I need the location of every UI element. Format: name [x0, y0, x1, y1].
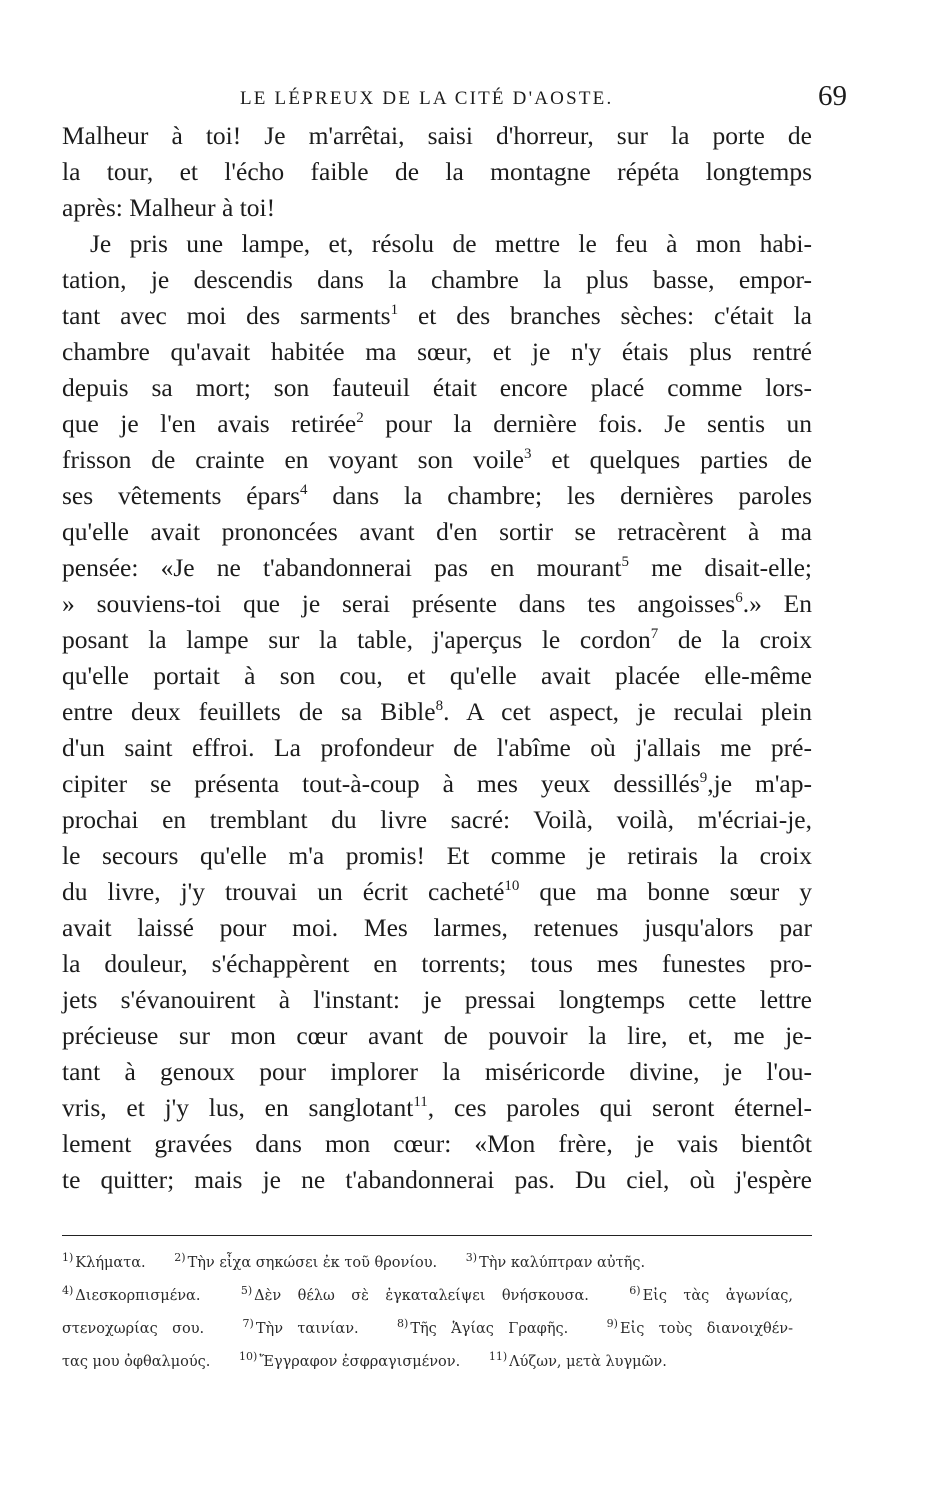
- running-title: LE LÉPREUX DE LA CITÉ D'AOSTE.: [240, 88, 614, 109]
- page-header: [62, 80, 847, 120]
- footnote-item: $^{5)}$ Δὲν θέλω σὲ ἐγκαταλείψει θνήσκουσα.: [240, 1284, 589, 1304]
- text-line: frisson de crainte en voyant son voile$^3$ et quelques parties de: [62, 445, 813, 474]
- text-line: tant à genoux pour implorer la miséricorde divine, je l'ou-: [62, 1057, 812, 1086]
- text-line: jets s'évanouirent à l'instant: je pressai longtemps cette lettre: [62, 985, 812, 1014]
- text-line: ses vêtements épars$^4$ dans la chambre; les dernières paroles: [62, 481, 812, 510]
- footnotes: [62, 1244, 817, 1376]
- text-line: pensée: «Je ne t'abandonnerai pas en mourant$^5$ me disait-elle;: [62, 553, 812, 582]
- note-ref: 4: [300, 482, 308, 498]
- text-line: te quitter; mais je ne t'abandonnerai pas. Du ciel, où j'espère: [62, 1165, 812, 1194]
- text-line: d'un saint effroi. La profondeur de l'abîme où j'allais me pré-: [62, 733, 812, 762]
- text-line: la douleur, s'échappèrent en torrents; tous mes funestes pro-: [62, 949, 812, 978]
- footnote-line: [62, 1310, 817, 1343]
- note-ref: 2: [356, 410, 364, 426]
- note-ref: 1: [390, 302, 399, 318]
- text-line: Malheur à toi! Je m'arrêtai, saisi d'horreur, sur la porte de: [62, 121, 812, 150]
- text-line: tant avec moi des sarments$^1$ et des branches sèches: c'était la: [62, 301, 813, 330]
- text-line: cipiter se présenta tout-à-coup à mes yeux dessillés$^9$,je m'ap-: [62, 769, 812, 798]
- note-ref: 11: [413, 1094, 428, 1110]
- text-line: le secours qu'elle m'a promis! Et comme je retirais la croix: [62, 841, 812, 870]
- text-line: qu'elle avait prononcées avant d'en sortir se retracèrent à ma: [62, 517, 812, 546]
- text-line: entre deux feuillets de sa Bible$^8$. A cet aspect, je reculai plein: [62, 697, 812, 726]
- footnote-item: τας μου ὀφθαλμούς.: [62, 1354, 211, 1370]
- footnote-item: $^{3)}$ Τὴν καλύπτραν αὐτῆς.: [465, 1251, 646, 1271]
- text-line: chambre qu'avait habitée ma sœur, et je n'y étais plus rentré: [62, 337, 812, 366]
- footnote-line: [62, 1277, 817, 1310]
- footnote-item: $^{7)}$ Τὴν ταινίαν.: [242, 1317, 359, 1337]
- text-line: » souviens-toi que je serai présente dans tes angoisses$^6$.» En: [62, 589, 812, 618]
- note-ref: 8: [435, 698, 444, 714]
- text-line: qu'elle portait à son cou, et qu'elle avait placée elle-même: [62, 661, 812, 690]
- footnote-line: [62, 1343, 817, 1376]
- note-ref: 3: [523, 446, 532, 462]
- text-line: la tour, et l'écho faible de la montagne répéta longtemps: [62, 157, 812, 186]
- note-ref: 9: [699, 770, 708, 786]
- text-line: prochai en tremblant du livre sacré: Voilà, voilà, m'écriai-je,: [62, 805, 812, 834]
- body-text: [62, 118, 812, 1198]
- footnote-item: $^{10)}$ Ἔγγραφον ἐσφραγισμένον.: [239, 1350, 461, 1370]
- page-number: 69: [818, 80, 847, 112]
- footnote-item: $^{8)}$ Τῆς Ἁγίας Γραφῆς.: [397, 1317, 569, 1337]
- text-line: vris, et j'y lus, en sanglotant$^{11}$, ces paroles qui seront éternel-: [62, 1093, 812, 1122]
- text-line: que je l'en avais retirée$^2$ pour la dernière fois. Je sentis un: [62, 409, 812, 438]
- text-line: tation, je descendis dans la chambre la plus basse, empor-: [62, 265, 812, 294]
- footnote-item: $^{1)}$ Κλήματα.: [62, 1251, 146, 1271]
- footnote-line: [62, 1244, 817, 1277]
- footnote-item: $^{9)}$ Εἰς τοὺς διανοιχθέν-: [606, 1317, 793, 1337]
- note-ref: 10: [504, 878, 520, 894]
- text-line: précieuse sur mon cœur avant de pouvoir la lire, et, me je-: [62, 1021, 812, 1050]
- text-line: avait laissé pour moi. Mes larmes, retenues jusqu'alors par: [62, 913, 812, 942]
- footnote-item: στενοχωρίας σου.: [62, 1321, 205, 1337]
- text-line: lement gravées dans mon cœur: «Mon frère, je vais bientôt: [62, 1129, 812, 1158]
- text-line: Je pris une lampe, et, résolu de mettre le feu à mon habi-: [90, 229, 812, 258]
- footnote-divider: [62, 1235, 812, 1236]
- text-line: posant la lampe sur la table, j'aperçus le cordon$^7$ de la croix: [62, 625, 813, 654]
- footnote-item: $^{6)}$ Εἰς τὰς ἀγωνίας,: [629, 1284, 794, 1304]
- text-line: du livre, j'y trouvai un écrit cacheté$^{10}$ que ma bonne sœur y: [62, 877, 812, 906]
- footnote-item: $^{11)}$ Λύζων, μετὰ λυγμῶν.: [488, 1350, 667, 1370]
- note-ref: 7: [650, 626, 659, 642]
- text-line: depuis sa mort; son fauteuil était encore placé comme lors-: [62, 373, 812, 402]
- footnote-item: $^{2)}$ Τὴν εἶχα σηκώσει ἐκ τοῦ θρονίου.: [174, 1251, 438, 1271]
- text-line: après: Malheur à toi!: [62, 193, 276, 222]
- footnote-item: $^{4)}$ Διεσκορπισμένα.: [62, 1284, 201, 1304]
- note-ref: 5: [621, 554, 629, 570]
- note-ref: 6: [735, 590, 743, 606]
